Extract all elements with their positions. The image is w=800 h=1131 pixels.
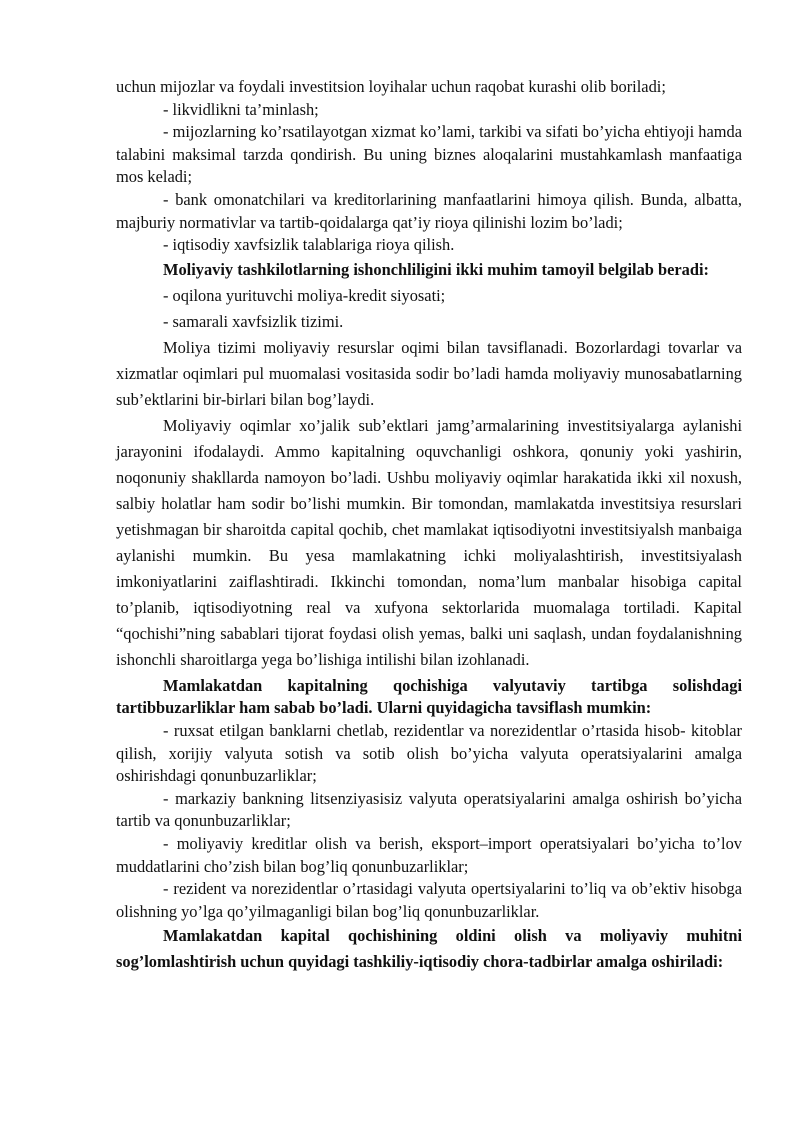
paragraph-financial-flows: Moliyaviy oqimlar xo’jalik sub’ektlari jamg’armalarining investitsiyalarga aylanishi jarayonini ifodalaydi. Ammo kapitalning oquvchanligi oshkora, qonuniy yoki yashirin, noqonuniy shakllarda namoyon bo’ladi. Ushbu moliyaviy oqimlar harakatida ikki xil noxush, salbiy holatlar ham sodir bo’lishi mumkin. Bir tomondan, mamlakatda investitsiya resurslari yetishmagan bir sharoitda capital qochib, chet mamlakat iqtisodiyotni investitsiyalsh manbaiga aylanishi mumkin. Bu yesa mamlakatning ichki moliyalashtirish, investitsiyalash imkoniyatlarini zaiflashtiradi. Ikkinchi tomondan, noma’lum manbalar hisobiga capital to’planib, iqtisodiyotning real va xufyona sektorlarida muomalaga tortiladi. Kapital “qochishi”ning sabablari tijorat foydasi olish yemas, balki uni saqlash, undan foydalanishning ishonchli sharoitlarga yega bo’lishiga intilishi bilan izohlanadi. xyxy=(116,415,742,669)
paragraph-financial-system: Moliya tizimi moliyaviy resurslar oqimi bilan tavsiflanadi. Bozorlardagi tovarlar va xizmatlar oqimlari pul muomalasi vositasida sodir bo’ladi hamda moliyaviy munosabatlarning sub’ektlarini bir-birlari bilan bog’laydi. xyxy=(116,337,742,409)
paragraph-intro-continuation: uchun mijozlar va foydali investitsion loyihalar uchun raqobat kurashi olib boriladi; xyxy=(116,77,666,96)
list-item-credit-policy: - oqilona yurituvchi moliya-kredit siyosati; xyxy=(163,285,446,305)
list-item-client-needs: - mijozlarning ko’rsatilayotgan xizmat ko’lami, tarkibi va sifati bo’yicha ehtiyoji hamda talabini maksimal tarzda qondirish. Bu uning biznes aloqalarini mustahkamlash manfaatiga mos keladi; xyxy=(116,122,742,187)
list-item-accounting-violations: - rezident va norezidentlar o’rtasidagi valyuta opertsiyalarini to’liq va ob’ektiv hisobga olishning yo’lga qo’yilmaganligi bilan bog’liq qonunbuzarliklar. xyxy=(116,879,742,921)
list-item-payment-delays: - moliyaviy kreditlar olish va berish, eksport–import operatsiyalari bo’yicha to’lov muddatlarini cho’zish bilan bog’liq qonunbuzarliklar; xyxy=(116,833,742,876)
list-item-unlicensed-operations: - markaziy bankning litsenziyasisiz valyuta operatsiyalarini amalga oshirish bo’yicha tartib va qonunbuzarliklar; xyxy=(116,788,742,831)
list-item-bypassing-banks: - ruxsat etilgan banklarni chetlab, rezidentlar va norezidentlar o’rtasida hisob- kitoblar qilish, xorijiy valyuta sotish va sotib olish bo’yicha valyuta operatsiyalarini amalga oshirishdagi qonunbuzarliklar; xyxy=(116,720,742,786)
heading-reliability-principles: Moliyaviy tashkilotlarning ishonchliligini ikki muhim tamoyil belgilab beradi: xyxy=(163,259,709,279)
list-item-liquidity: - likvidlikni ta’minlash; xyxy=(163,99,319,119)
document-page xyxy=(116,76,742,975)
list-item-security-system: - samarali xavfsizlik tizimi. xyxy=(163,311,344,331)
heading-capital-flight-causes: Mamlakatdan kapitalning qochishiga valyutaviy tartibga solishdagi tartibbuzarliklar ham sabab bo’ladi. Ularni quyidagicha tavsiflash mumkin: xyxy=(116,675,742,718)
list-item-depositor-protection: - bank omonatchilari va kreditorlarining manfaatlarini himoya qilish. Bunda, albatta, majburiy normativlar va tartib-qoidalarga qat’iy rioya qilinishi lozim bo’ladi; xyxy=(116,189,742,232)
heading-prevention-measures: Mamlakatdan kapital qochishining oldini olish va moliyaviy muhitni sog’lomlashtirish uchun quyidagi tashkiliy-iqtisodiy chora-tadbirlar amalga oshiriladi: xyxy=(116,926,742,972)
list-item-economic-security: - iqtisodiy xavfsizlik talablariga rioya qilish. xyxy=(163,235,455,255)
